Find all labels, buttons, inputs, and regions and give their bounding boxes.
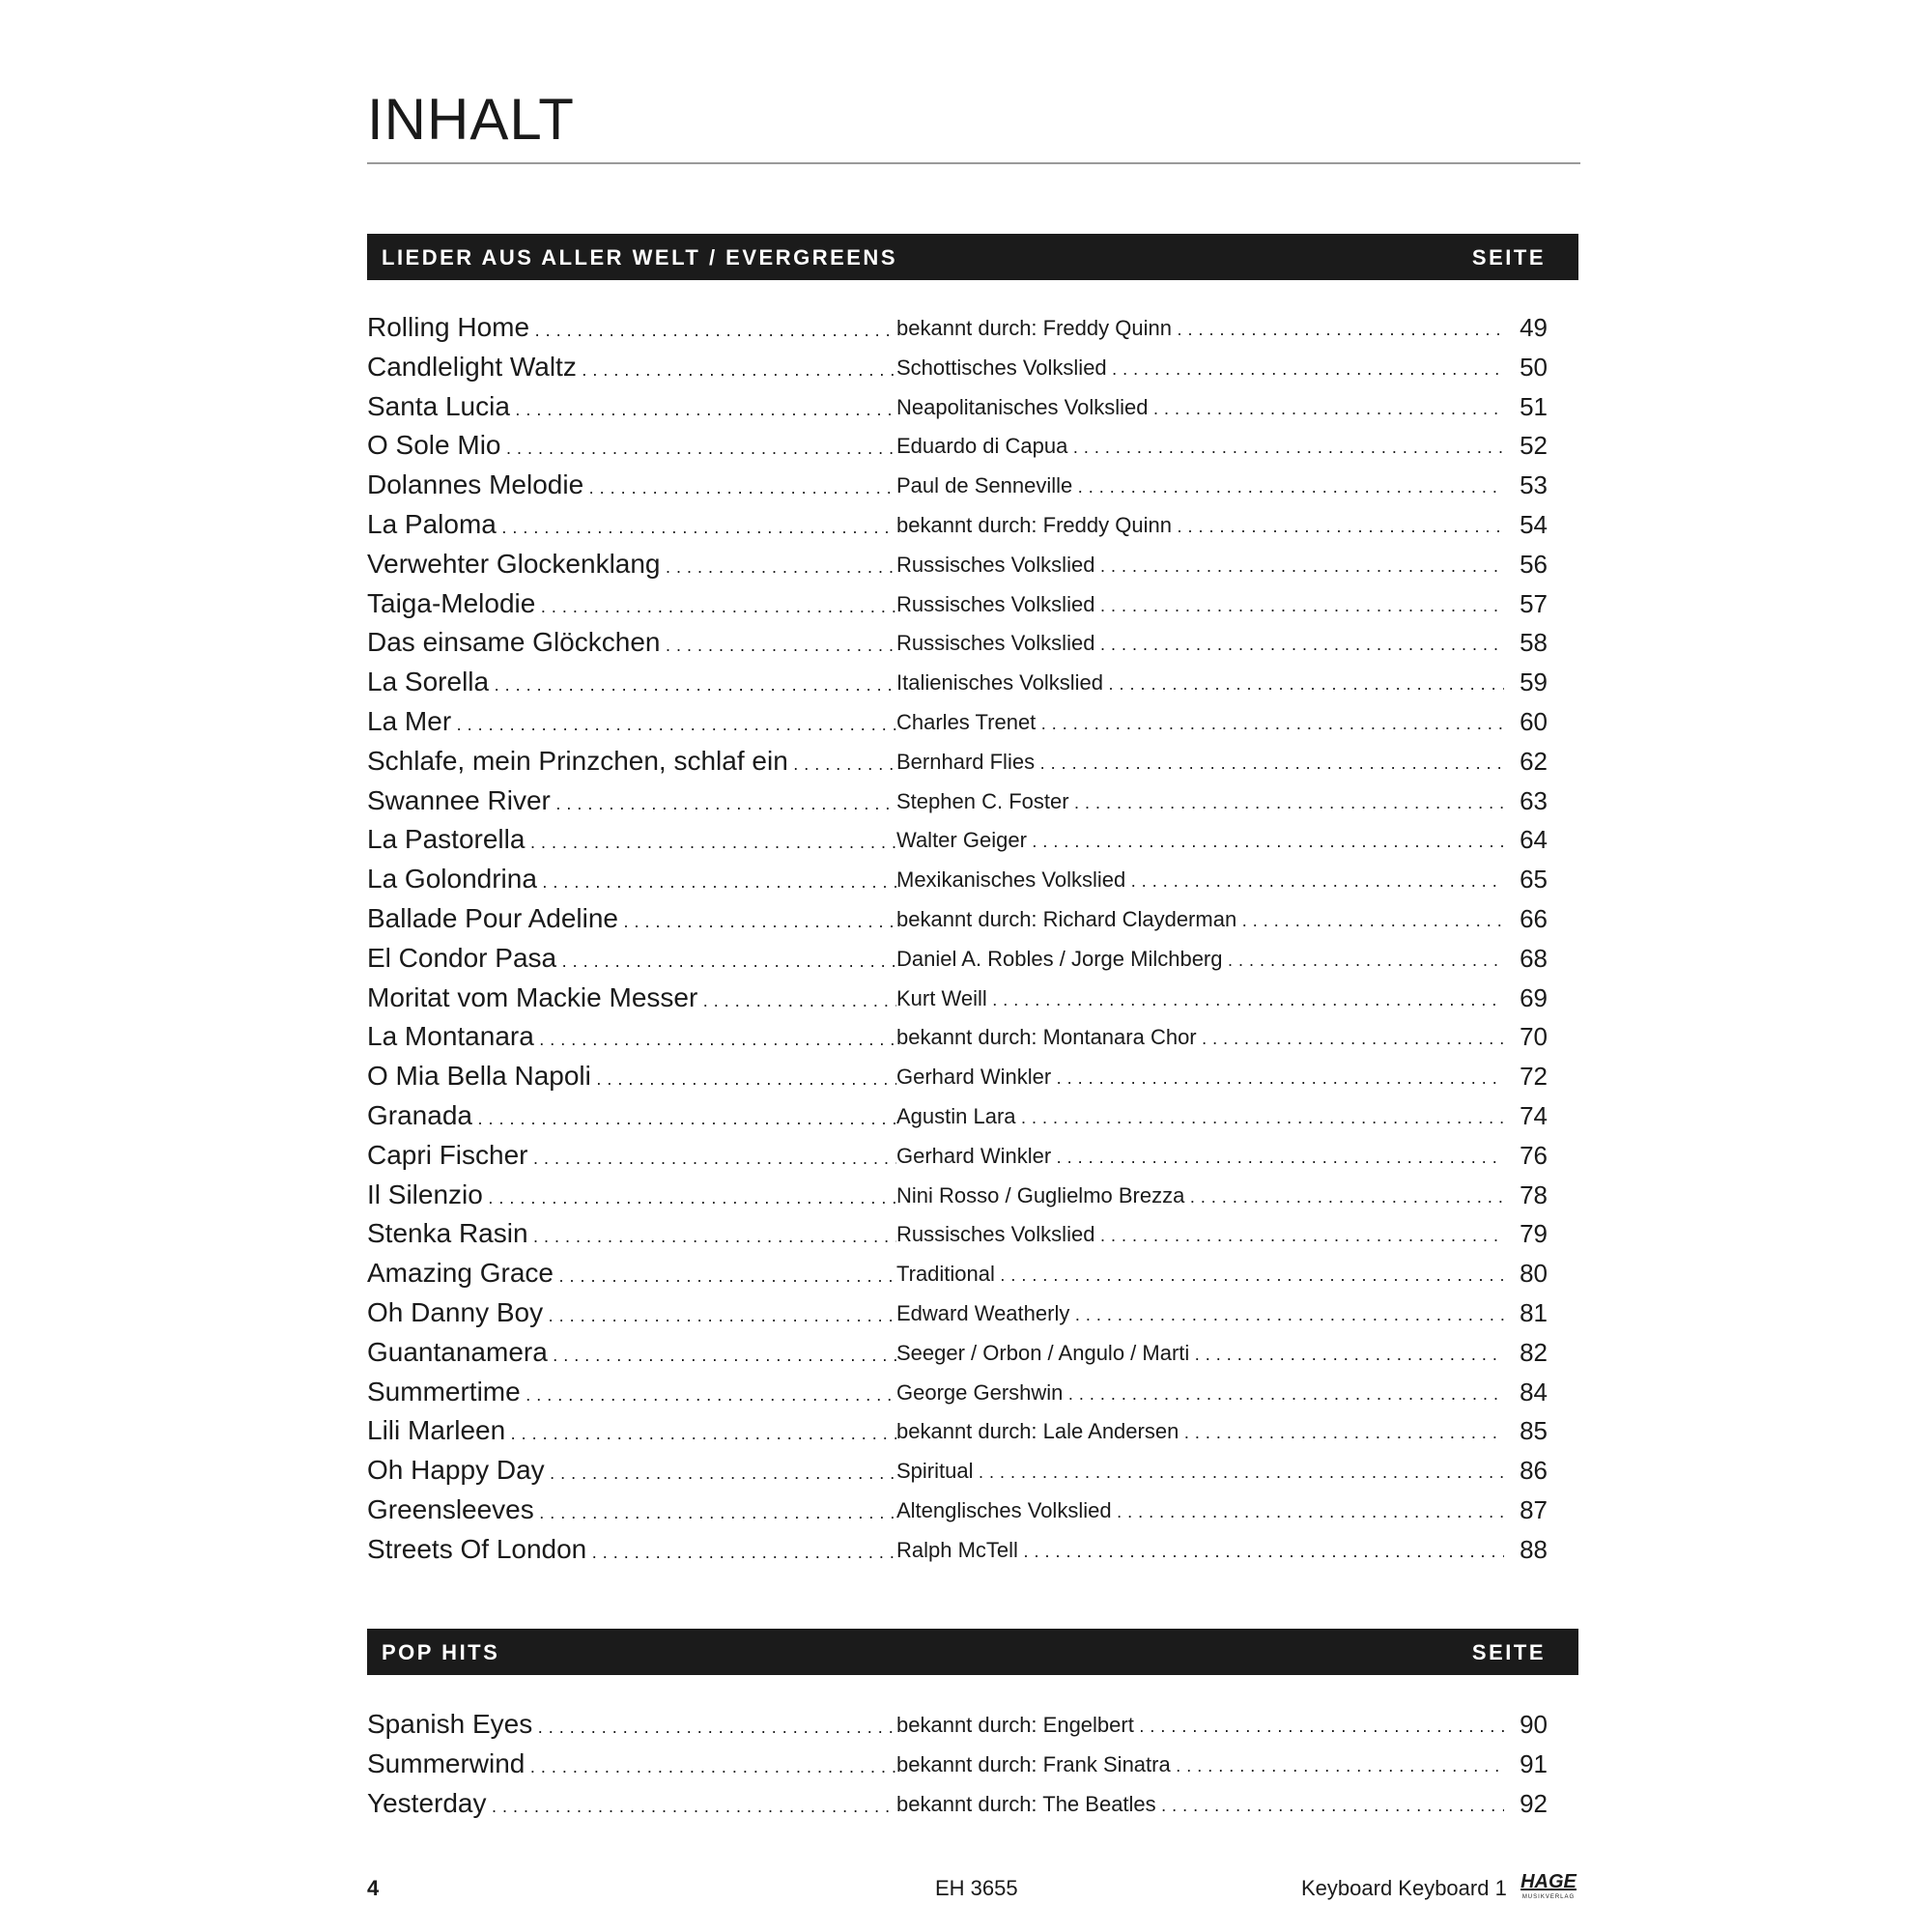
song-title: La Mer . . . <box>367 702 896 744</box>
song-title: Greensleeves . . . <box>367 1491 896 1532</box>
song-source: Nini Rosso / Guglielmo Brezza . . . <box>896 1176 1504 1217</box>
toc-entry <box>367 1254 1546 1293</box>
toc-entry <box>367 1373 1546 1412</box>
toc-entry <box>367 1451 1546 1491</box>
toc-entry <box>367 348 1546 387</box>
song-source: bekannt durch: Lale Andersen . . . <box>896 1411 1504 1453</box>
page-number: 56 <box>1520 549 1548 579</box>
song-source: Walter Geiger . . . <box>896 820 1504 862</box>
song-title: Moritat vom Mackie Messer . . . <box>367 979 896 1020</box>
page-number: 68 <box>1520 943 1548 973</box>
page-number: 64 <box>1520 825 1548 855</box>
section-header-pop-hits <box>367 1629 1578 1675</box>
song-title: Santa Lucia . . . <box>367 387 896 429</box>
song-title: Capri Fischer . . . <box>367 1136 896 1178</box>
toc-entry <box>367 466 1546 505</box>
section-title: POP HITS <box>382 1640 500 1664</box>
page-number: 79 <box>1520 1219 1548 1249</box>
song-source: Gerhard Winkler . . . <box>896 1136 1504 1178</box>
toc-entry <box>367 308 1546 348</box>
song-title: La Pastorella . . . <box>367 820 896 862</box>
toc-entry <box>367 742 1546 781</box>
song-source: bekannt durch: Montanara Chor . . . <box>896 1017 1504 1059</box>
page-number: 85 <box>1520 1416 1548 1446</box>
song-source: Paul de Senneville . . . <box>896 466 1504 507</box>
song-title: Stenka Rasin . . . <box>367 1214 896 1256</box>
song-source: Mexikanisches Volkslied . . . <box>896 860 1504 901</box>
song-title: Yesterday . . . <box>367 1784 896 1826</box>
song-source: Russisches Volkslied . . . <box>896 584 1504 626</box>
publisher-logo-word: HAGE <box>1520 1871 1577 1892</box>
section-header-evergreens <box>367 234 1578 280</box>
song-source: Bernhard Flies . . . <box>896 742 1504 783</box>
page-number: 69 <box>1520 982 1548 1012</box>
toc-entry <box>367 545 1546 584</box>
song-source: Charles Trenet . . . <box>896 702 1504 744</box>
page-number: 91 <box>1520 1748 1548 1778</box>
song-title: Guantanamera . . . <box>367 1333 896 1375</box>
page-number: 70 <box>1520 1022 1548 1052</box>
toc-entry <box>367 663 1546 702</box>
song-source: Agustin Lara . . . <box>896 1096 1504 1138</box>
page-number: 78 <box>1520 1179 1548 1209</box>
section-page-label: SEITE <box>1471 245 1546 270</box>
song-source: bekannt durch: Freddy Quinn . . . <box>896 505 1504 547</box>
page-number: 65 <box>1520 865 1548 895</box>
toc-entry <box>367 1333 1546 1373</box>
page-number: 51 <box>1520 391 1548 421</box>
song-title: Streets Of London . . . <box>367 1530 896 1572</box>
page-number: 53 <box>1520 470 1548 500</box>
song-title: El Condor Pasa . . . <box>367 939 896 980</box>
toc-entry <box>367 1745 1546 1784</box>
song-source: Edward Weatherly . . . <box>896 1293 1504 1335</box>
song-title: La Sorella . . . <box>367 663 896 704</box>
song-source: Schottisches Volkslied . . . <box>896 348 1504 389</box>
song-source: Russisches Volkslied . . . <box>896 623 1504 665</box>
song-source: Russisches Volkslied . . . <box>896 545 1504 586</box>
song-title: Swannee River . . . <box>367 781 896 823</box>
section-page-label: SEITE <box>1471 1640 1546 1664</box>
toc-entry <box>367 1176 1546 1215</box>
page-number: 92 <box>1520 1788 1548 1818</box>
publisher-logo <box>1517 1873 1580 1902</box>
section-title: LIEDER AUS ALLER WELT / EVERGREENS <box>382 245 897 270</box>
song-title: La Golondrina . . . <box>367 860 896 901</box>
song-source: Eduardo di Capua . . . <box>896 426 1504 468</box>
toc-list-evergreens <box>367 308 1546 1570</box>
song-title: Il Silenzio . . . <box>367 1176 896 1217</box>
song-source: Stephen C. Foster . . . <box>896 781 1504 823</box>
song-source: Spiritual . . . <box>896 1451 1504 1492</box>
footer-edition-code: EH 3655 <box>935 1876 1018 1900</box>
page-number: 52 <box>1520 431 1548 461</box>
toc-entry <box>367 702 1546 742</box>
song-source: Neapolitanisches Volkslied . . . <box>896 387 1504 429</box>
page-number: 86 <box>1520 1456 1548 1486</box>
page-number: 88 <box>1520 1534 1548 1564</box>
song-title: Candlelight Waltz . . . <box>367 348 896 389</box>
toc-entry <box>367 1705 1546 1745</box>
toc-entry <box>367 860 1546 899</box>
page-number: 63 <box>1520 785 1548 815</box>
page-number: 57 <box>1520 588 1548 618</box>
toc-entry <box>367 1411 1546 1451</box>
song-source: bekannt durch: The Beatles . . . <box>896 1784 1504 1826</box>
page-number: 80 <box>1520 1259 1548 1289</box>
song-title: Amazing Grace . . . <box>367 1254 896 1295</box>
toc-entry <box>367 820 1546 860</box>
song-title: Lili Marleen . . . <box>367 1411 896 1453</box>
song-title: Ballade Pour Adeline . . . <box>367 899 896 941</box>
song-source: Kurt Weill . . . <box>896 979 1504 1020</box>
toc-entry <box>367 1530 1546 1570</box>
page-number: 49 <box>1520 313 1548 342</box>
publisher-logo-sub: MUSIKVERLAG <box>1521 1894 1576 1900</box>
song-source: Italienisches Volkslied . . . <box>896 663 1504 704</box>
footer-page-number: 4 <box>367 1876 380 1900</box>
toc-entry <box>367 1214 1546 1254</box>
song-source: Russisches Volkslied . . . <box>896 1214 1504 1256</box>
song-title: Spanish Eyes . . . <box>367 1705 896 1747</box>
toc-entry <box>367 979 1546 1018</box>
song-source: Seeger / Orbon / Angulo / Marti . . . <box>896 1333 1504 1375</box>
toc-entry <box>367 939 1546 979</box>
song-source: bekannt durch: Freddy Quinn . . . <box>896 308 1504 350</box>
song-source: Altenglisches Volkslied . . . <box>896 1491 1504 1532</box>
page-number: 50 <box>1520 352 1548 382</box>
page-number: 59 <box>1520 668 1548 697</box>
page-number: 82 <box>1520 1337 1548 1367</box>
toc-entry <box>367 1057 1546 1096</box>
page-number: 58 <box>1520 628 1548 658</box>
page-number: 76 <box>1520 1140 1548 1170</box>
toc-entry <box>367 426 1546 466</box>
song-title: O Mia Bella Napoli . . . <box>367 1057 896 1098</box>
page-number: 84 <box>1520 1377 1548 1406</box>
page-number: 60 <box>1520 706 1548 736</box>
song-title: Dolannes Melodie . . . <box>367 466 896 507</box>
page-number: 90 <box>1520 1710 1548 1739</box>
song-title: Schlafe, mein Prinzchen, schlaf ein . . . <box>367 742 896 783</box>
song-title: Taiga-Melodie . . . <box>367 584 896 626</box>
song-title: La Montanara . . . <box>367 1017 896 1059</box>
toc-entry <box>367 1784 1546 1824</box>
title-divider <box>367 162 1580 164</box>
song-title: Verwehter Glockenklang . . . <box>367 545 896 586</box>
song-source: Ralph McTell . . . <box>896 1530 1504 1572</box>
song-source: bekannt durch: Frank Sinatra . . . <box>896 1745 1504 1786</box>
song-title: Summertime . . . <box>367 1373 896 1414</box>
toc-entry <box>367 387 1546 427</box>
toc-entry <box>367 1017 1546 1057</box>
toc-entry <box>367 623 1546 663</box>
toc-entry <box>367 1293 1546 1333</box>
page-number: 72 <box>1520 1062 1548 1092</box>
page-number: 54 <box>1520 509 1548 539</box>
toc-entry <box>367 781 1546 821</box>
page-number: 87 <box>1520 1494 1548 1524</box>
song-title: Das einsame Glöckchen . . . <box>367 623 896 665</box>
song-title: Rolling Home . . . <box>367 308 896 350</box>
song-source: Daniel A. Robles / Jorge Milchberg . . . <box>896 939 1504 980</box>
page-title: INHALT <box>367 87 575 152</box>
song-source: Gerhard Winkler . . . <box>896 1057 1504 1098</box>
toc-entry <box>367 1096 1546 1136</box>
song-source: George Gershwin . . . <box>896 1373 1504 1414</box>
song-title: Oh Happy Day . . . <box>367 1451 896 1492</box>
toc-entry <box>367 584 1546 624</box>
song-source: Traditional . . . <box>896 1254 1504 1295</box>
song-title: O Sole Mio . . . <box>367 426 896 468</box>
toc-entry <box>367 1136 1546 1176</box>
page-number: 66 <box>1520 903 1548 933</box>
page-number: 81 <box>1520 1297 1548 1327</box>
footer-book-title: Keyboard Keyboard 1 <box>1301 1876 1507 1900</box>
song-title: La Paloma . . . <box>367 505 896 547</box>
toc-entry <box>367 899 1546 939</box>
song-title: Granada . . . <box>367 1096 896 1138</box>
toc-entry <box>367 1491 1546 1530</box>
song-source: bekannt durch: Richard Clayderman . . . <box>896 899 1504 941</box>
toc-list-pop-hits <box>367 1705 1546 1823</box>
song-source: bekannt durch: Engelbert . . . <box>896 1705 1504 1747</box>
song-title: Summerwind . . . <box>367 1745 896 1786</box>
song-title: Oh Danny Boy . . . <box>367 1293 896 1335</box>
page-number: 74 <box>1520 1100 1548 1130</box>
page-number: 62 <box>1520 746 1548 776</box>
toc-entry <box>367 505 1546 545</box>
